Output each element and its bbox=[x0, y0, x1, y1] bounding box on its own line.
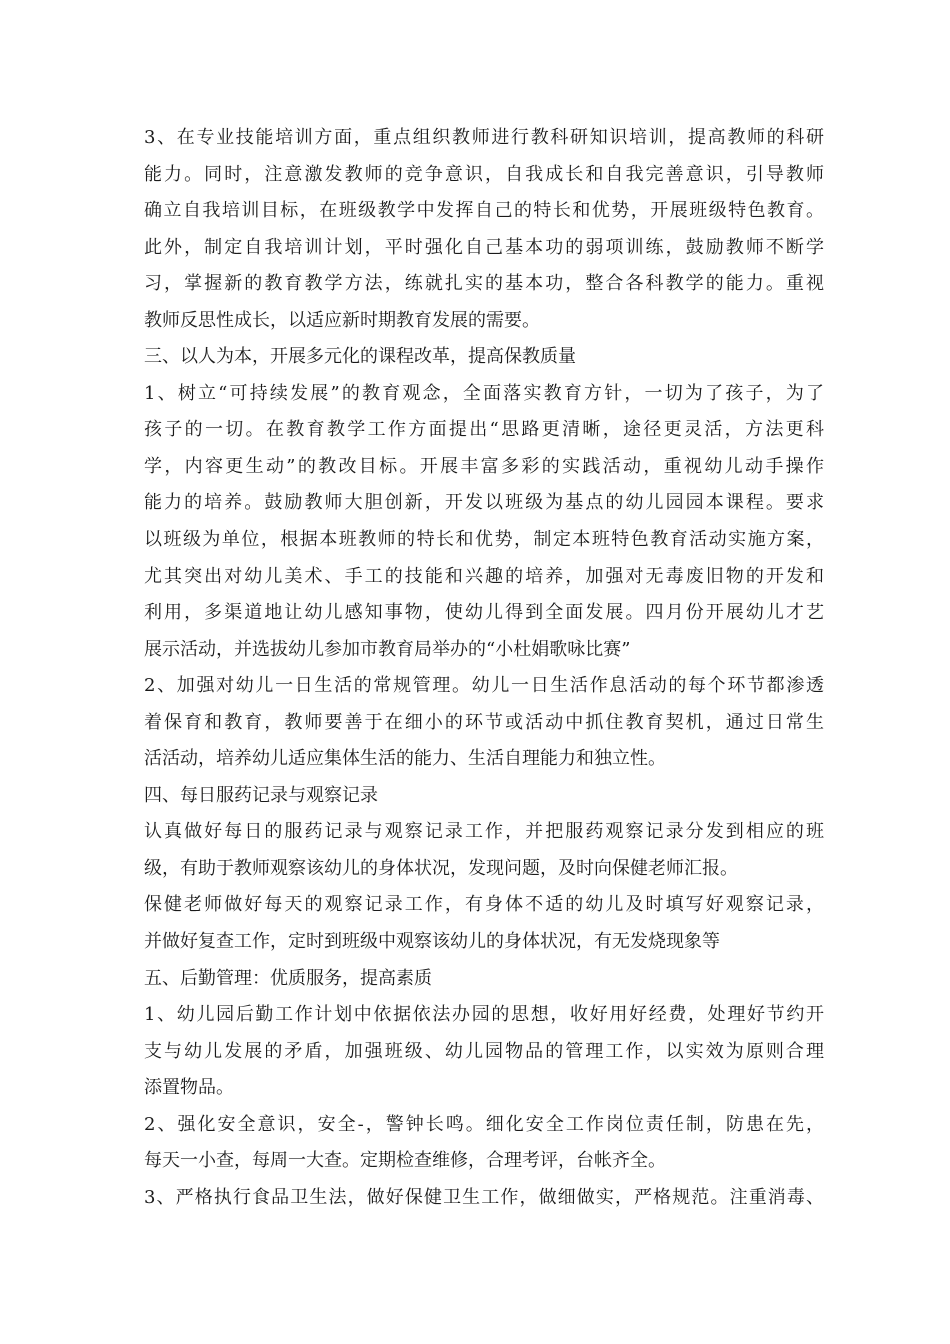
text-line: 学，内容更生动”的教改目标。开展丰富多彩的实践活动，重视幼儿动手操作 bbox=[144, 455, 824, 477]
text-line: 保健老师做好每天的观察记录工作，有身体不适的幼儿及时填写好观察记录， bbox=[144, 894, 824, 916]
text-line: 尤其突出对幼儿美术、手工的技能和兴趣的培养，加强对无毒废旧物的开发和 bbox=[144, 565, 824, 587]
text-line: 2、加强对幼儿一日生活的常规管理。幼儿一日生活作息活动的每个环节都渗透 bbox=[144, 675, 824, 697]
text-line: 1、幼儿园后勤工作计划中依据依法办园的思想，收好用好经费，处理好节约开 bbox=[144, 1004, 824, 1026]
text-line: 能力。同时，注意激发教师的竞争意识，自我成长和自我完善意识，引导教师 bbox=[144, 163, 824, 185]
text-line: 并做好复查工作，定时到班级中观察该幼儿的身体状况，有无发烧现象等 bbox=[144, 931, 720, 953]
text-line: 认真做好每日的服药记录与观察记录工作，并把服药观察记录分发到相应的班 bbox=[144, 821, 824, 843]
text-line: 利用，多渠道地让幼儿感知事物，使幼儿得到全面发展。四月份开展幼儿才艺 bbox=[144, 602, 824, 624]
text-line: 3、在专业技能培训方面，重点组织教师进行教科研知识培训，提高教师的科研 bbox=[144, 127, 824, 148]
text-line: 每天一小查，每周一大查。定期检查维修，合理考评，台帐齐全。 bbox=[144, 1150, 666, 1172]
text-line: 添置物品。 bbox=[144, 1077, 234, 1099]
text-line: 3、严格执行食品卫生法，做好保健卫生工作，做细做实，严格规范。注重消毒、 bbox=[144, 1186, 824, 1208]
text-line: 五、后勤管理：优质服务，提高素质 bbox=[144, 967, 432, 989]
text-line: 级，有助于教师观察该幼儿的身体状况，发现问题，及时向保健老师汇报。 bbox=[144, 857, 738, 879]
text-line: 2、强化安全意识，安全-，警钟长鸣。细化安全工作岗位责任制，防患在先， bbox=[144, 1113, 824, 1135]
text-line: 确立自我培训目标，在班级教学中发挥自己的特长和优势，开展班级特色教育。 bbox=[144, 200, 824, 222]
text-line: 四、每日服药记录与观察记录 bbox=[144, 784, 378, 806]
text-line: 习，掌握新的教育教学方法，练就扎实的基本功，整合各科教学的能力。重视 bbox=[144, 273, 824, 295]
text-line: 三、以人为本，开展多元化的课程改革，提高保教质量 bbox=[144, 346, 576, 368]
text-line: 活活动，培养幼儿适应集体生活的能力、生活自理能力和独立性。 bbox=[144, 748, 666, 770]
text-line: 支与幼儿发展的矛盾，加强班级、幼儿园物品的管理工作，以实效为原则合理 bbox=[144, 1040, 824, 1062]
text-line: 孩子的一切。在教育教学工作方面提出“思路更清晰，途径更灵活，方法更科 bbox=[144, 419, 824, 441]
text-line: 以班级为单位，根据本班教师的特长和优势，制定本班特色教育活动实施方案， bbox=[144, 529, 824, 551]
text-line: 1、树立“可持续发展”的教育观念，全面落实教育方针，一切为了孩子，为了 bbox=[144, 382, 824, 404]
text-line: 着保育和教育，教师要善于在细小的环节或活动中抓住教育契机，通过日常生 bbox=[144, 711, 824, 733]
document-body bbox=[144, 120, 824, 1216]
text-line: 此外，制定自我培训计划，平时强化自己基本功的弱项训练，鼓励教师不断学 bbox=[144, 236, 824, 258]
text-line: 展示活动，并选拔幼儿参加市教育局举办的“小杜娟歌咏比赛” bbox=[144, 638, 631, 660]
text-line: 能力的培养。鼓励教师大胆创新，开发以班级为基点的幼儿园园本课程。要求 bbox=[144, 492, 824, 514]
text-line: 教师反思性成长，以适应新时期教育发展的需要。 bbox=[144, 309, 540, 331]
